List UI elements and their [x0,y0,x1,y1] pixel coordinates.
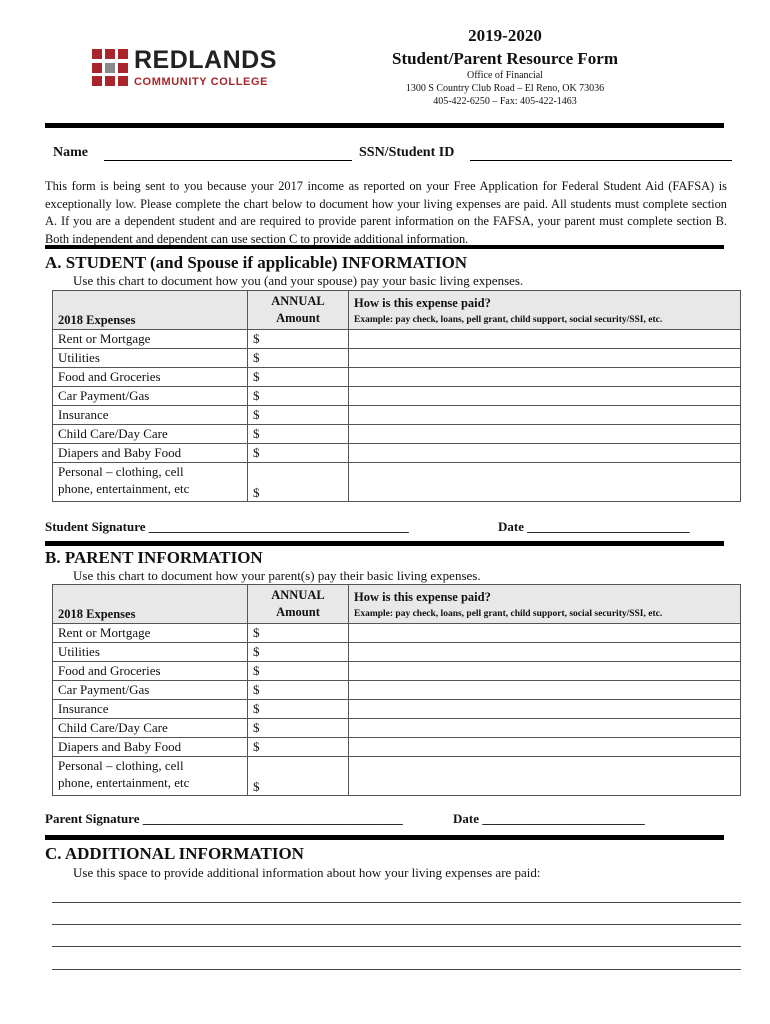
additional-info-line[interactable] [52,946,741,947]
parent-date-field[interactable]: Date _________________________ [453,811,645,826]
logo-name: REDLANDS [134,46,277,74]
how-paid-field[interactable] [349,387,741,406]
student-signature-field[interactable]: Student Signature ________________________________________ [45,519,409,534]
expense-label: Utilities [53,349,248,368]
section-a-expense-table [52,290,741,502]
amount-field[interactable]: $ [248,643,349,662]
logo-subtitle: COMMUNITY COLLEGE [134,76,269,88]
expense-label: Personal – clothing, cell phone, entertainment, etc [53,463,248,502]
how-paid-field[interactable] [349,700,741,719]
amount-field[interactable]: $ [248,349,349,368]
col-expenses-header: 2018 Expenses [53,585,248,624]
section-a-rule [45,541,724,546]
amount-field[interactable]: $ [248,330,349,349]
how-paid-field[interactable] [349,463,741,502]
expense-label: Insurance [53,700,248,719]
section-c-title: C. ADDITIONAL INFORMATION [45,844,304,863]
how-paid-field[interactable] [349,643,741,662]
form-year: 2019-2020 [468,26,542,45]
section-b-expense-table [52,584,741,796]
how-paid-field[interactable] [349,738,741,757]
expense-label: Child Care/Day Care [53,719,248,738]
amount-field[interactable]: $ [248,662,349,681]
expense-label: Utilities [53,643,248,662]
col-amount-header: ANNUAL Amount [248,585,349,624]
amount-field[interactable]: $ [248,624,349,643]
how-paid-field[interactable] [349,757,741,796]
expense-label: Diapers and Baby Food [53,444,248,463]
expense-label: Child Care/Day Care [53,425,248,444]
how-paid-field[interactable] [349,330,741,349]
intro-rule [45,245,724,249]
col-how-paid-header: How is this expense paid? Example: pay check, loans, pell grant, child support, social security/SSI, etc. [349,585,741,624]
section-a-title: A. STUDENT (and Spouse if applicable) INFORMATION [45,253,468,272]
expense-label: Personal – clothing, cell phone, entertainment, etc [53,757,248,796]
section-c-instruction: Use this space to provide additional information about how your living expenses are paid: [73,865,541,880]
section-b-instruction: Use this chart to document how your parent(s) pay their basic living expenses. [73,568,481,583]
amount-field[interactable]: $ [248,463,349,502]
additional-info-line[interactable] [52,969,741,970]
expense-label: Diapers and Baby Food [53,738,248,757]
col-how-paid-header: How is this expense paid? Example: pay check, loans, pell grant, child support, social security/SSI, etc. [349,291,741,330]
expense-label: Car Payment/Gas [53,681,248,700]
how-paid-field[interactable] [349,349,741,368]
ssn-field[interactable] [470,160,732,161]
col-expenses-header: 2018 Expenses [53,291,248,330]
how-paid-field[interactable] [349,406,741,425]
name-label: Name [53,145,88,160]
how-paid-field[interactable] [349,368,741,387]
expense-label: Rent or Mortgage [53,330,248,349]
section-a-instruction: Use this chart to document how you (and your spouse) pay your basic living expenses. [73,273,524,288]
header-rule [45,123,724,128]
office-phone: 405-422-6250 – Fax: 405-422-1463 [433,96,577,107]
additional-info-line[interactable] [52,924,741,925]
expense-label: Rent or Mortgage [53,624,248,643]
amount-field[interactable]: $ [248,406,349,425]
ssn-label: SSN/Student ID [359,145,455,160]
office-name: Office of Financial [467,70,543,81]
how-paid-field[interactable] [349,444,741,463]
amount-field[interactable]: $ [248,681,349,700]
amount-field[interactable]: $ [248,757,349,796]
how-paid-field[interactable] [349,624,741,643]
amount-field[interactable]: $ [248,425,349,444]
col-amount-header: ANNUAL Amount [248,291,349,330]
amount-field[interactable]: $ [248,387,349,406]
amount-field[interactable]: $ [248,444,349,463]
how-paid-field[interactable] [349,425,741,444]
college-logo-mark [92,49,130,87]
expense-label: Car Payment/Gas [53,387,248,406]
office-address: 1300 S Country Club Road – El Reno, OK 73036 [405,83,605,94]
intro-paragraph: This form is being sent to you because your 2017 income as reported on your Free Application for Federal Student Aid (FAFSA) is exceptionally low. Please complete the chart below to document how your living expenses are paid. All students must complete section A. If you are a dependent student and are required to provide parent information on the FAFSA, your parent must complete section B. Both independent and dependent can use section C to provide additional information. [45,179,727,246]
how-paid-field[interactable] [349,719,741,738]
additional-info-line[interactable] [52,902,741,903]
section-b-rule [45,835,724,840]
amount-field[interactable]: $ [248,700,349,719]
expense-label: Insurance [53,406,248,425]
form-title: Student/Parent Resource Form [391,49,618,68]
amount-field[interactable]: $ [248,738,349,757]
how-paid-field[interactable] [349,681,741,700]
parent-signature-field[interactable]: Parent Signature ________________________________________ [45,811,403,826]
section-b-title: B. PARENT INFORMATION [45,548,263,567]
student-date-field[interactable]: Date _________________________ [498,519,690,534]
amount-field[interactable]: $ [248,719,349,738]
amount-field[interactable]: $ [248,368,349,387]
expense-label: Food and Groceries [53,662,248,681]
how-paid-field[interactable] [349,662,741,681]
expense-label: Food and Groceries [53,368,248,387]
name-field[interactable] [104,160,352,161]
